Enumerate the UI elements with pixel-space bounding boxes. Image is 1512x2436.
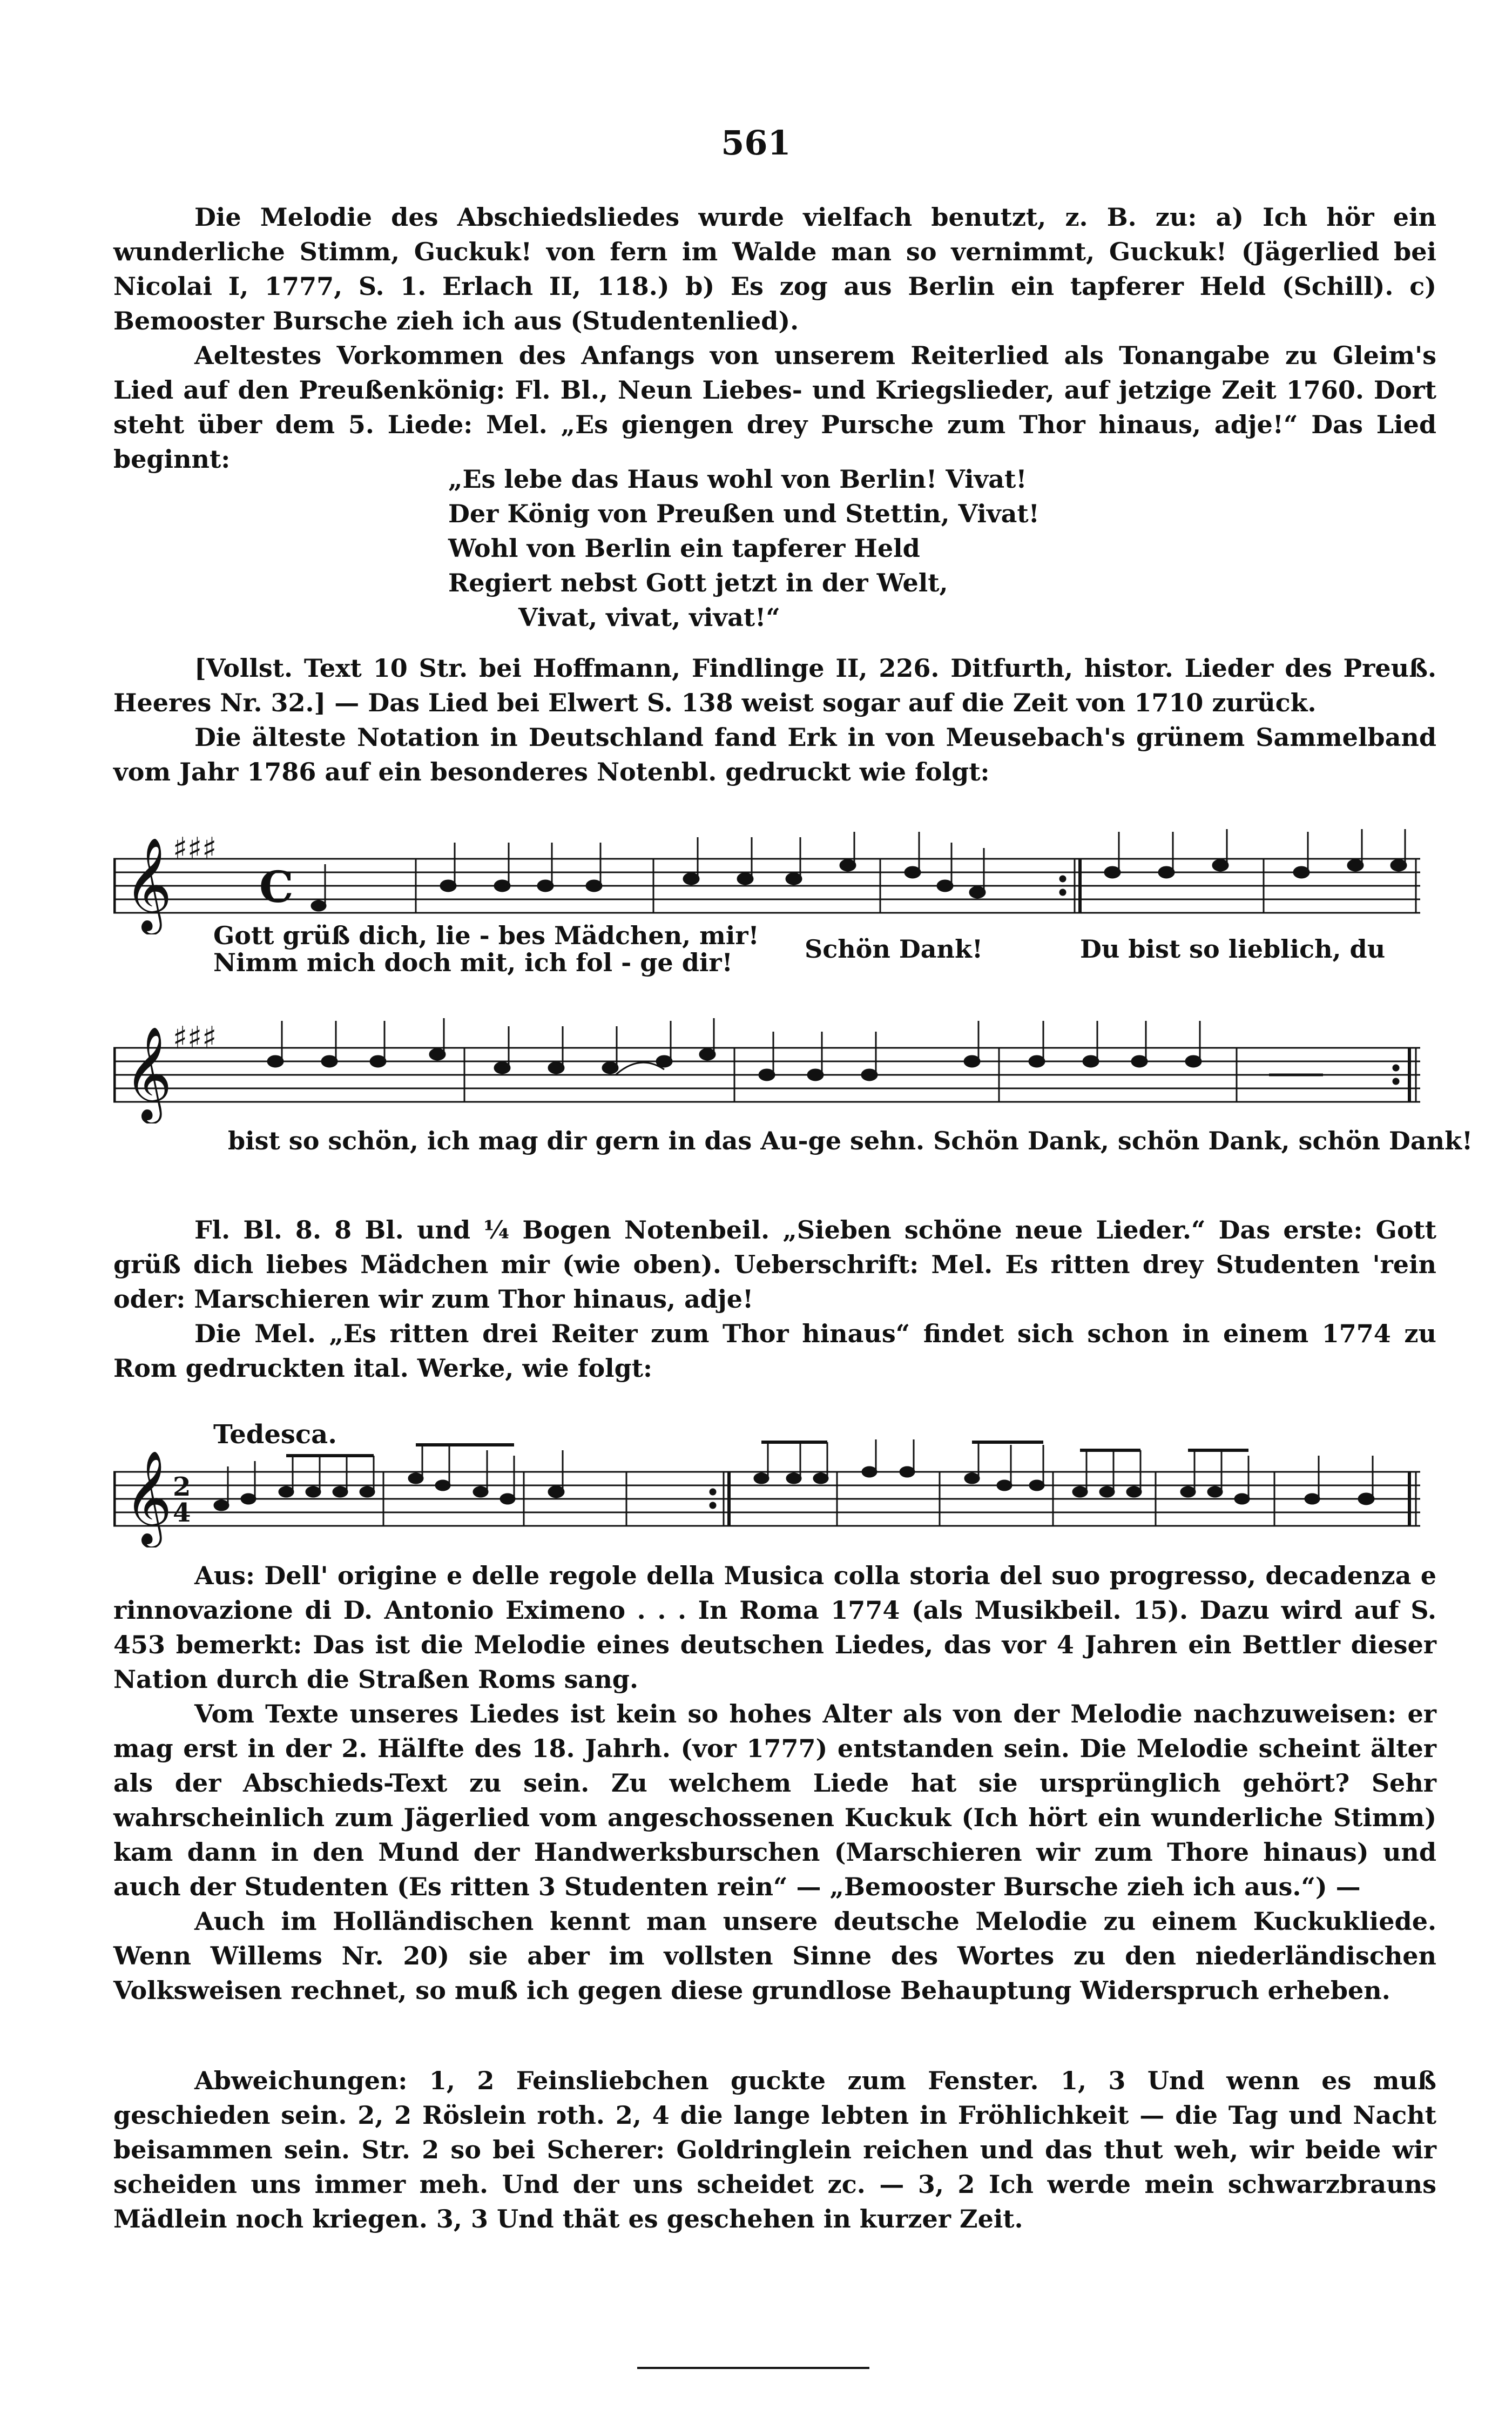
poem-line: Vivat, vivat, vivat!“: [518, 603, 780, 632]
poem-line: Wohl von Berlin ein tapferer Held: [448, 534, 920, 563]
svg-text:𝄞: 𝄞: [124, 1026, 172, 1120]
time-signature-bottom: 4: [173, 1498, 191, 1528]
text-block-sources: [113, 651, 1436, 789]
lyrics-continuation: Du bist so lieblich, du: [1080, 934, 1386, 964]
text-block-top: [113, 200, 1436, 476]
lyrics-thanks: Schön Dank!: [805, 934, 983, 964]
poem-quote: [448, 462, 1040, 635]
closing-rule: [637, 2367, 869, 2369]
svg-text:♯♯♯: ♯♯♯: [173, 1020, 217, 1055]
paragraph-sources: [Vollst. Text 10 Str. bei Hoffmann, Findlinge II, 226. Ditfurth, histor. Lieder des Preuß. Heeres Nr. 32.] — Das Lied bei Elwert S. 138 weist sogar auf die Zeit von 1710 zurück.: [113, 654, 1436, 717]
lyrics-verse-1: Gott grüß dich, lie - bes Mädchen, mir!: [213, 921, 759, 950]
poem-line: „Es lebe das Haus wohl von Berlin! Vivat!: [448, 465, 1027, 494]
paragraph-notation-intro: Die älteste Notation in Deutschland fand Erk in von Meusebach's grünem Sammelband vom Jahr 1786 auf ein besonderes Notenbl. gedruckt wie folgt:: [113, 723, 1436, 786]
paragraph-variants: Abweichungen: 1, 2 Feinsliebchen guckte zum Fenster. 1, 3 Und wenn es muß geschieden sein. 2, 2 Röslein roth. 2, 4 die lange lebten in Fröhlichkeit — die Tag und Nacht beisammen sein. Str. 2 so bei Scherer: Goldringlein reichen und das thut weh, wir beide wir scheiden uns immer meh. Und der uns scheidet zc. — 3, 2 Ich werde mein schwarzbrauns Mädlein noch kriegen. 3, 3 Und thät es geschehen in kurzer Zeit.: [113, 2066, 1436, 2233]
time-signature-top: 2: [173, 1472, 191, 1502]
text-block-middle: [113, 1213, 1436, 1385]
music-staff-tedesca: [113, 1439, 1420, 1547]
poem-line: Der König von Preußen und Stettin, Vivat!: [448, 499, 1040, 528]
text-block-variants: [113, 2063, 1436, 2236]
paragraph-rome-1774: Die Mel. „Es ritten drei Reiter zum Thor hinaus“ findet sich schon in einem 1774 zu Rom gedruckten ital. Werke, wie folgt:: [113, 1319, 1436, 1383]
paragraph-oldest-occurrence: Aeltestes Vorkommen des Anfangs von unserem Reiterlied als Tonangabe zu Gleim's Lied auf den Preußenkönig: Fl. Bl., Neun Liebes- und Kriegslieder, auf jetzige Zeit 1760. Dort steht über dem 5. Liede: Mel. „Es giengen drey Pursche zum Thor hinaus, adje!“ Das Lied beginnt:: [113, 341, 1436, 474]
paragraph-dutch: Auch im Holländischen kennt man unsere deutsche Melodie zu einem Kuckukliede. Wenn Willems Nr. 20) sie aber im vollsten Sinne des Wortes zu den niederländischen Volksweisen rechnet, so muß ich gegen diese grundlose Behauptung Widerspruch erheben.: [113, 1907, 1436, 2005]
text-block-bottom: [113, 1558, 1436, 2008]
lyrics-line-2: bist so schön, ich mag dir gern in das Au-ge sehn. Schön Dank, schön Dank, schön Dank!: [228, 1126, 1473, 1155]
music-staff-2: [113, 1015, 1420, 1123]
svg-text:C: C: [259, 862, 294, 912]
lyrics-verse-2: Nimm mich doch mit, ich fol - ge dir!: [213, 948, 733, 977]
poem-line: Regiert nebst Gott jetzt in der Welt,: [448, 568, 948, 597]
paragraph-eximeno: Aus: Dell' origine e delle regole della Musica colla storia del suo progresso, decadenza e rinnovazione di D. Antonio Eximeno . . . In Roma 1774 (als Musikbeil. 15). Dazu wird auf S. 453 bemerkt: Das ist die Melodie eines deutschen Liedes, das vor 4 Jahren ein Bettler dieser Nation durch die Straßen Roms sang.: [113, 1561, 1436, 1694]
music-staff-1: [113, 826, 1420, 934]
paragraph-flyleaf: Fl. Bl. 8. 8 Bl. und ¼ Bogen Notenbeil. „Sieben schöne neue Lieder.“ Das erste: Gott grüß dich liebes Mädchen mir (wie oben). Ueberschrift: Mel. Es ritten drey Studenten 'rein oder: Marschieren wir zum Thor hinaus, adje!: [113, 1215, 1436, 1314]
tempo-marking: Tedesca.: [213, 1419, 337, 1450]
paragraph-text-age: Vom Texte unseres Liedes ist kein so hohes Alter als von der Melodie nachzuweisen: er mag erst in der 2. Hälfte des 18. Jahrh. (vor 1777) entstanden sein. Die Melodie scheint älter als der Abschieds-Text zu sein. Zu welchem Liede hat sie ursprünglich gehört? Sehr wahrscheinlich zum Jägerlied vom angeschossenen Kuckuk (Ich hört ein wunderliche Stimm) kam dann in den Mund der Handwerksburschen (Marschieren wir zum Thore hinaus) und auch der Studenten (Es ritten 3 Studenten rein“ — „Bemooster Bursche zieh ich aus.“) —: [113, 1699, 1436, 1901]
svg-text:𝄞: 𝄞: [124, 837, 172, 931]
svg-text:𝄞: 𝄞: [124, 1450, 172, 1544]
svg-text:♯♯♯: ♯♯♯: [173, 831, 217, 866]
paragraph-melody-usage: Die Melodie des Abschiedsliedes wurde vielfach benutzt, z. B. zu: a) Ich hör ein wunderliche Stimm, Guckuk! von fern im Walde man so vernimmt, Guckuk! (Jägerlied bei Nicolai I, 1777, S. 1. Erlach II, 118.) b) Es zog aus Berlin ein tapferer Held (Schill). c) Bemooster Bursche zieh ich aus (Studentenlied).: [113, 203, 1436, 335]
page-number: 561: [721, 123, 791, 163]
